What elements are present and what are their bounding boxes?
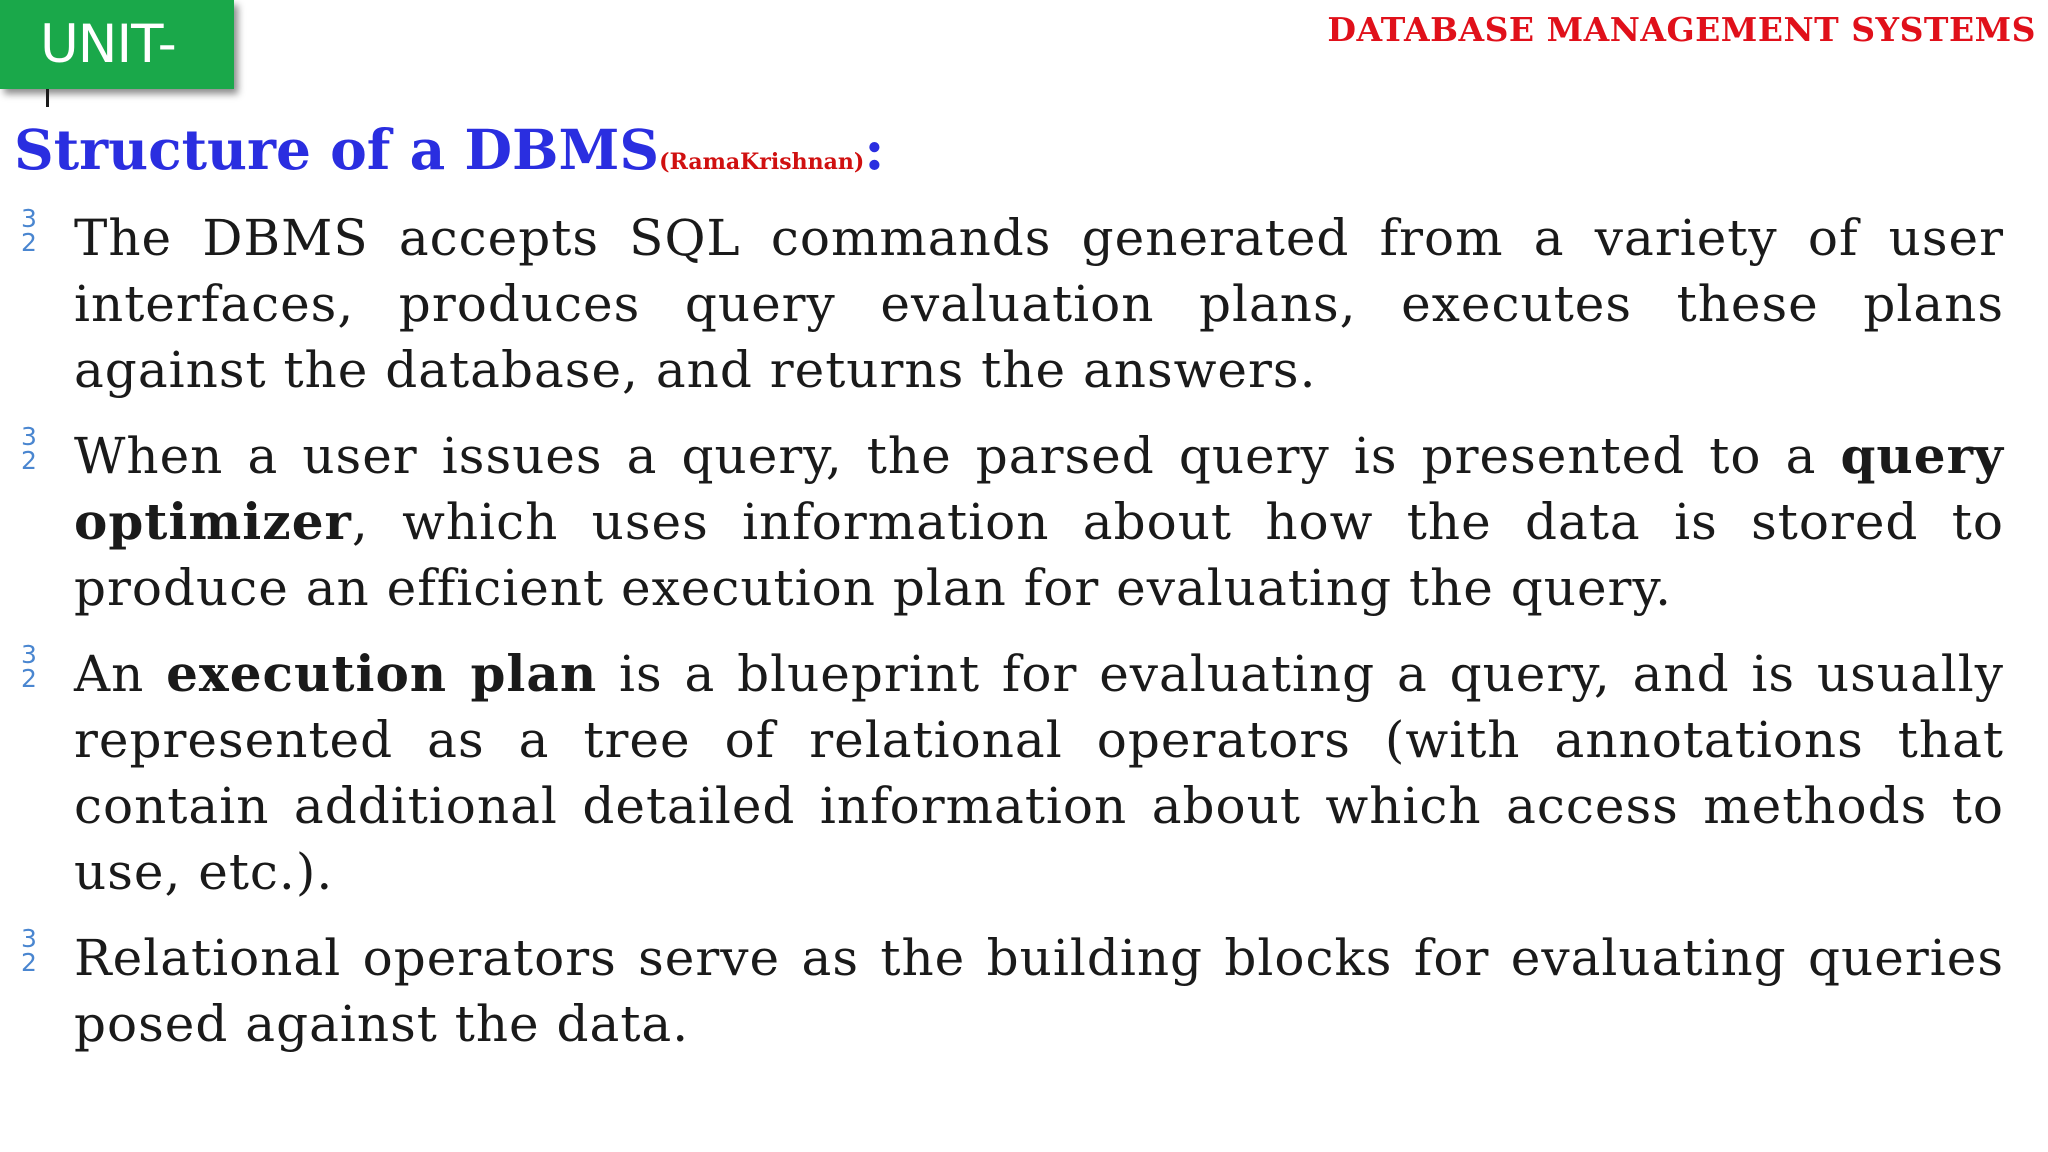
list-item	[14, 925, 2004, 1057]
bullet-text	[74, 423, 2004, 621]
unit-tab	[0, 0, 234, 89]
bullet-list	[14, 205, 2004, 1077]
bullet-text	[74, 205, 2004, 403]
bullet-marker-icon	[18, 640, 40, 693]
bullet-text-before: An	[74, 645, 167, 703]
title-credit: (RamaKrishnan)	[659, 149, 865, 175]
bullet-marker-icon	[18, 422, 40, 475]
course-title: DATABASE MANAGEMENT SYSTEMS	[1327, 10, 2036, 49]
bullet-marker-bottom: 2	[21, 664, 37, 693]
bullet-marker-bottom: 2	[21, 948, 37, 977]
bullet-marker-bottom: 2	[21, 446, 37, 475]
bullet-term-execution-plan: execution plan	[166, 644, 598, 703]
list-item	[14, 641, 2004, 905]
bullet-marker-icon	[18, 204, 40, 257]
bullet-text-after: is a blueprint for evaluating a query, and is usually represented as a tree of relational operators (with annotations that contain additional detailed information about which access methods to use, etc.).	[74, 645, 2004, 901]
title-colon: :	[864, 117, 885, 182]
bullet-text	[74, 925, 2004, 1057]
bullet-marker-top: 3	[21, 640, 37, 669]
list-item	[14, 423, 2004, 621]
bullet-marker-top: 3	[21, 422, 37, 451]
bullet-term-query-optimizer: query optimizer	[74, 426, 2004, 551]
bullet-text-before: The DBMS accepts SQL commands generated from a variety of user interfaces, produces query evaluation plans, executes these plans against the database, and returns the answers.	[74, 209, 2004, 399]
bullet-text-after: , which uses information about how the data is stored to produce an efficient execution plan for evaluating the query.	[74, 493, 2004, 617]
bullet-marker-top: 3	[21, 204, 37, 233]
tab-tick-divider	[46, 89, 49, 107]
bullet-marker-bottom: 2	[21, 228, 37, 257]
bullet-text-before: Relational operators serve as the building blocks for evaluating queries posed against the data.	[74, 929, 2004, 1053]
unit-label: UNIT-	[40, 14, 176, 75]
page-title	[14, 112, 885, 200]
bullet-text-before: When a user issues a query, the parsed query is presented to a	[74, 427, 1841, 485]
page-title-text: Structure of a DBMS	[14, 117, 660, 182]
bullet-marker-top: 3	[21, 924, 37, 953]
bullet-text	[74, 641, 2004, 905]
list-item	[14, 205, 2004, 403]
bullet-marker-icon	[18, 924, 40, 977]
